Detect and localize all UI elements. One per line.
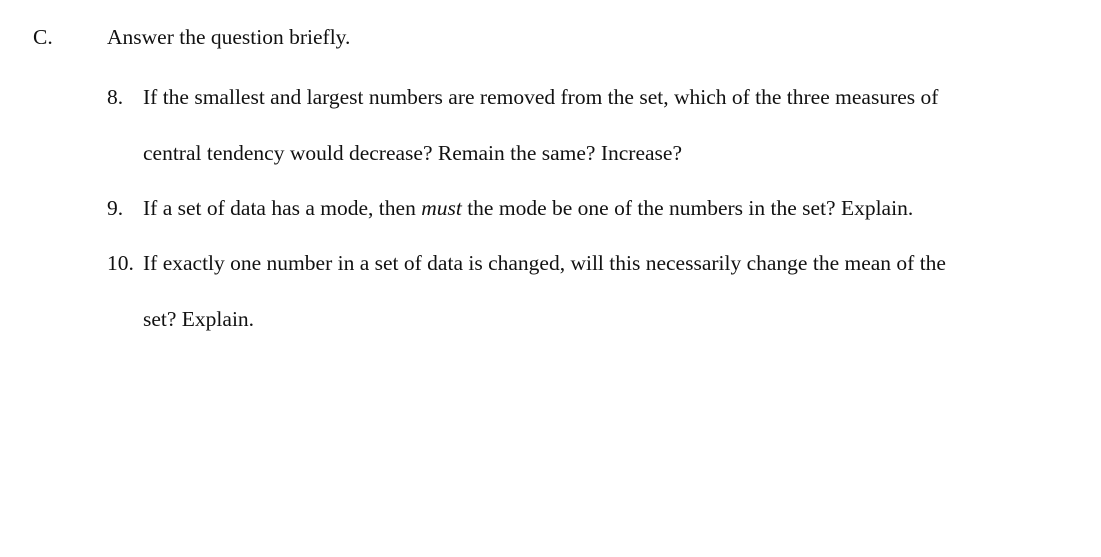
question-text-part: the mode be one of the numbers in the set? Explain.: [461, 196, 914, 220]
question-text-line: If exactly one number in a set of data is changed, will this necessarily change the mean of the: [143, 251, 946, 275]
question-text-line: [143, 198, 913, 220]
section-instruction: Answer the question briefly.: [107, 25, 351, 49]
question-text-line: set? Explain.: [143, 307, 255, 331]
question-number: 8.: [107, 85, 124, 109]
question-text-part: If a set of data has a mode, then: [143, 196, 422, 220]
question-text-line: If the smallest and largest numbers are removed from the set, which of the three measures of: [143, 85, 939, 109]
emphasis-word: must: [421, 196, 462, 220]
section-letter: C.: [33, 25, 53, 49]
question-number: 10.: [107, 251, 134, 275]
question-text-line: central tendency would decrease? Remain the same? Increase?: [143, 141, 683, 165]
question-number: 9.: [107, 196, 124, 220]
